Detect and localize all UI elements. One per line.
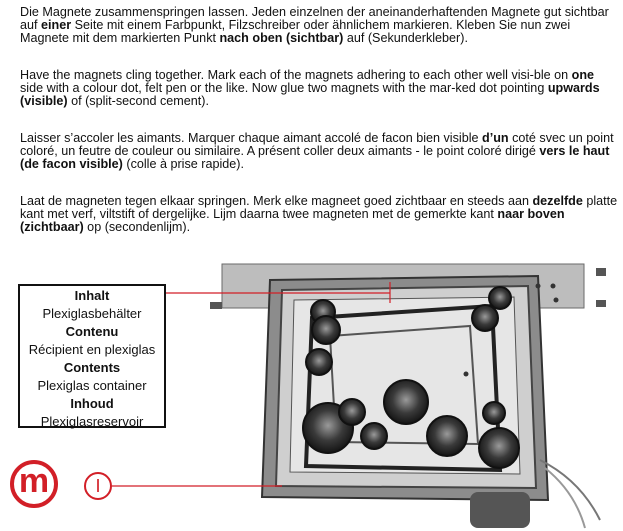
gear (479, 428, 519, 468)
nl-text-1: Laat de magneten tegen elkaar springen. Merk elke magneet goed zichtbaar en steeds aan (20, 194, 533, 208)
gear (312, 316, 340, 344)
contents-heading-fr: Contenu (65, 324, 119, 339)
screw-top-right (596, 268, 606, 276)
nl-bold-2: naar boven (zichtbaar) (20, 207, 565, 235)
en-text-1: Have the magnets cling together. Mark each of the magnets adhering to each other well visi-ble on (20, 68, 572, 82)
fr-text-3: (colle à prise rapide). (122, 157, 244, 172)
contents-heading-en: Contents (63, 360, 121, 375)
fr-text-1: Laisser s’accoler les aimants. Marquer chaque aimant accolé de facon bien visible (20, 131, 483, 145)
de-bold-2: nach oben (sichtbar) (219, 31, 344, 46)
en-text-3: of (split-second cement). (67, 94, 209, 109)
de-bold-1: einer (41, 18, 72, 33)
nl-text-3: op (secondenlijm). (83, 220, 191, 235)
gear (427, 416, 467, 456)
contents-item-nl: Plexiglasreservoir (40, 414, 144, 429)
gear (384, 380, 428, 424)
nl-text-2: platte kant met verf, viltstift of dergelijke. Lijm daarna twee magneten met de gemerkte kant (20, 194, 618, 222)
en-text-2: side with a colour dot, felt pen or the like. Now glue two magnets with the mar-ked dot pointing (20, 81, 548, 96)
brand-logo: m (10, 460, 58, 508)
de-text-2: Seite mit einem Farbpunkt, Filzschreiber oder ähnlichem markieren. Kleben Sie nun zwei Magnete mit dem markierten Punkt (20, 18, 571, 46)
fr-bold-1: d’un (482, 131, 509, 145)
part-number-badge: I (84, 472, 112, 500)
hole (551, 284, 556, 289)
gear (361, 423, 387, 449)
de-text-3: auf (Sekunderkleber). (343, 31, 468, 46)
contents-item-fr: Récipient en plexiglas (28, 342, 156, 357)
contents-item-en: Plexiglas container (37, 378, 147, 393)
hole (464, 372, 469, 377)
fr-bold-2: vers le haut (de facon visible) (20, 144, 610, 172)
contents-box (18, 284, 166, 428)
contents-heading-de: Inhalt (74, 288, 110, 303)
screw-mid-right (596, 300, 606, 307)
en-bold-1: one (571, 68, 595, 82)
en-bold-2: upwards (visible) (20, 81, 600, 109)
gear (489, 287, 511, 309)
gear (306, 349, 332, 375)
gear (472, 305, 498, 331)
contents-item-de: Plexiglasbehälter (42, 306, 142, 321)
de-text-1: Die Magnete zusammenspringen lassen. Jeden einzelnen der aneinanderhaftenden Magnete gut sichtbar auf (20, 5, 609, 33)
gear (339, 399, 365, 425)
cable (540, 460, 600, 520)
gear (483, 402, 505, 424)
hole (536, 284, 541, 289)
screw-left (210, 302, 222, 309)
nl-bold-1: dezelfde (532, 194, 583, 208)
contents-heading-nl: Inhoud (70, 396, 114, 411)
motor (470, 492, 530, 528)
hole (554, 298, 559, 303)
fr-text-2: coté svec un point coloré, un feutre de couleur ou similaire. A présent coller deux aimants - le point coloré dirigé (20, 131, 614, 159)
